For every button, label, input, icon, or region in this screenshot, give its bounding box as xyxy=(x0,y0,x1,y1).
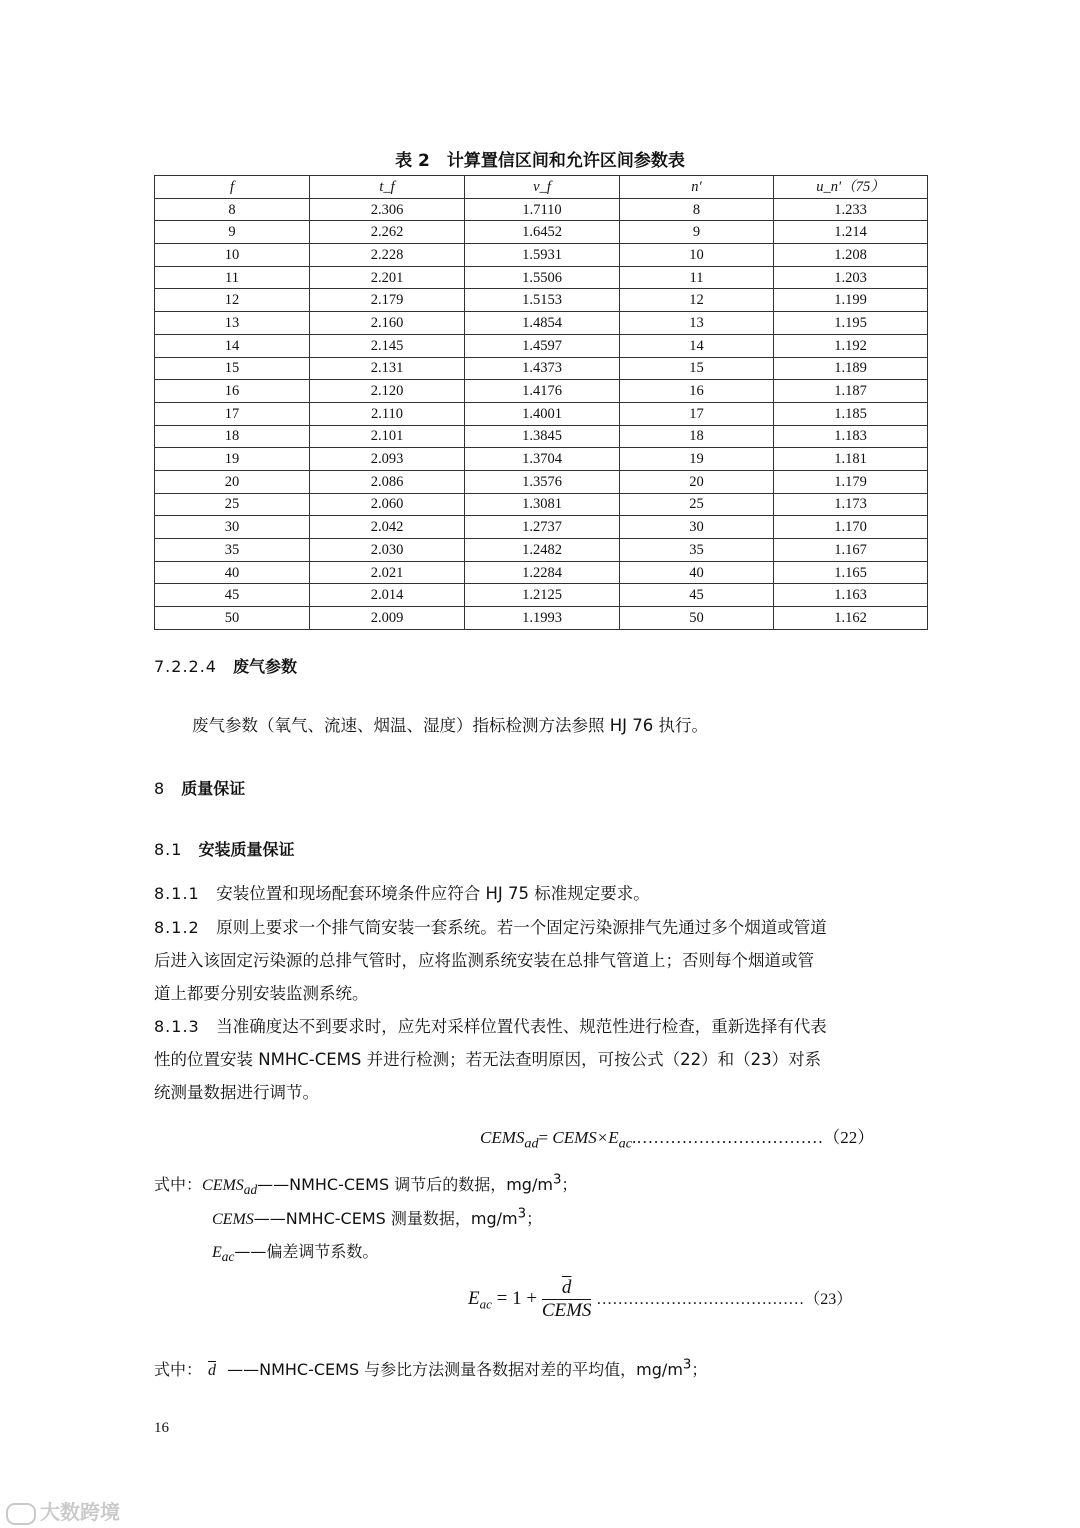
table-cell: 12 xyxy=(155,289,310,312)
table-row xyxy=(155,425,928,448)
table-cell: 45 xyxy=(620,584,774,607)
section-7-2-2-4-heading xyxy=(154,654,297,677)
header-u-n: u_n′（75） xyxy=(774,176,928,199)
table-cell: 50 xyxy=(620,607,774,630)
table-header-row xyxy=(155,176,928,199)
table-cell: 1.3081 xyxy=(465,493,620,516)
paragraph-text: 安装位置和现场配套环境条件应符合 HJ 75 标准规定要求。 xyxy=(216,884,650,903)
table-body xyxy=(155,198,928,629)
table-cell: 2.145 xyxy=(310,334,465,357)
table-cell: 1.7110 xyxy=(465,198,620,221)
table-cell: 8 xyxy=(155,198,310,221)
table-cell: 2.131 xyxy=(310,357,465,380)
section-8-1-1 xyxy=(154,877,918,910)
table-cell: 1.189 xyxy=(774,357,928,380)
table-cell: 50 xyxy=(155,607,310,630)
table-cell: 2.120 xyxy=(310,380,465,403)
section-number: 8 xyxy=(154,779,166,798)
table-row xyxy=(155,516,928,539)
table-cell: 15 xyxy=(155,357,310,380)
table-cell: 2.110 xyxy=(310,402,465,425)
table-row xyxy=(155,607,928,630)
table-cell: 1.3576 xyxy=(465,470,620,493)
table-cell: 1.214 xyxy=(774,221,928,244)
section-number: 7.2.2.4 xyxy=(154,657,217,676)
table-cell: 1.163 xyxy=(774,584,928,607)
table-cell: 1.165 xyxy=(774,561,928,584)
table-cell: 17 xyxy=(620,402,774,425)
table-cell: 1.2737 xyxy=(465,516,620,539)
paragraph-line: 性的位置安装 NMHC-CEMS 并进行检测；若无法查明原因，可按公式（22）和（23）对系 xyxy=(154,1050,822,1069)
table-cell: 1.4176 xyxy=(465,380,620,403)
table-row xyxy=(155,289,928,312)
table-cell: 2.009 xyxy=(310,607,465,630)
table-cell: 12 xyxy=(620,289,774,312)
table-cell: 2.014 xyxy=(310,584,465,607)
fraction-denominator: CEMS xyxy=(541,1300,592,1321)
table-cell: 18 xyxy=(155,425,310,448)
table-cell: 2.262 xyxy=(310,221,465,244)
table-cell: 25 xyxy=(620,493,774,516)
header-n-prime: n′ xyxy=(620,176,774,199)
table-cell: 1.4854 xyxy=(465,312,620,335)
table-cell: 30 xyxy=(155,516,310,539)
table-cell: 2.228 xyxy=(310,244,465,267)
table-cell: 1.4597 xyxy=(465,334,620,357)
table-cell: 16 xyxy=(155,380,310,403)
fraction-numerator: $\overline{d}$ xyxy=(542,1277,592,1300)
table-row xyxy=(155,244,928,267)
table-row xyxy=(155,402,928,425)
table-cell: 1.4373 xyxy=(465,357,620,380)
table-cell: 19 xyxy=(155,448,310,471)
table-cell: 20 xyxy=(155,470,310,493)
table-cell: 11 xyxy=(620,266,774,289)
parameter-table xyxy=(154,175,928,630)
table-cell: 2.179 xyxy=(310,289,465,312)
table-cell: 2.086 xyxy=(310,470,465,493)
table-cell: 1.5506 xyxy=(465,266,620,289)
table-row xyxy=(155,584,928,607)
table-row xyxy=(155,380,928,403)
table-cell: 17 xyxy=(155,402,310,425)
table-cell: 10 xyxy=(620,244,774,267)
watermark: 大数跨境 xyxy=(6,1496,120,1525)
table-cell: 1.2482 xyxy=(465,539,620,562)
paragraph-line: 道上都要分别安装监测系统。 xyxy=(154,984,369,1003)
section-number: 8.1.1 xyxy=(154,884,200,903)
section-8-heading xyxy=(154,776,245,799)
table-caption: 表 2 计算置信区间和允许区间参数表 xyxy=(395,151,685,171)
equation-22: $CEMS_{ad}=$ $CEMS\times E_{ac}.\dots\dots\dots\dots\dots\dots\dots\dots\dots\dots\dots(22)$ xyxy=(480,1128,875,1152)
table-cell: 1.183 xyxy=(774,425,928,448)
table-cell: 1.179 xyxy=(774,470,928,493)
paragraph-line: 统测量数据进行调节。 xyxy=(154,1083,319,1102)
table-cell: 1.3845 xyxy=(465,425,620,448)
paragraph-line: 8.1.3 当准确度达不到要求时，应先对采样位置代表性、规范性进行检查，重新选择有代表 xyxy=(154,1017,827,1036)
table-cell: 2.093 xyxy=(310,448,465,471)
table-row xyxy=(155,221,928,244)
table-cell: 1.6452 xyxy=(465,221,620,244)
section-number: 8.1.2 xyxy=(154,918,200,937)
fraction xyxy=(542,1277,592,1322)
section-title: 废气参数 xyxy=(233,657,298,676)
page-number: 16 xyxy=(154,1420,169,1436)
table-row xyxy=(155,357,928,380)
table-cell: 40 xyxy=(155,561,310,584)
table-cell: 2.060 xyxy=(310,493,465,516)
table-cell: 1.199 xyxy=(774,289,928,312)
variable-definition-2: CEMS——NMHC-CEMS 测量数据，$mg/m^3$； xyxy=(212,1206,543,1228)
table-cell: 2.030 xyxy=(310,539,465,562)
header-t-f: t_f xyxy=(310,176,465,199)
table-cell: 1.181 xyxy=(774,448,928,471)
table-cell: 1.167 xyxy=(774,539,928,562)
table-cell: 10 xyxy=(155,244,310,267)
table-cell: 1.162 xyxy=(774,607,928,630)
table-cell: 11 xyxy=(155,266,310,289)
section-number: 8.1.3 xyxy=(154,1017,200,1036)
table-cell: 1.173 xyxy=(774,493,928,516)
table-cell: 2.101 xyxy=(310,425,465,448)
table-cell: 45 xyxy=(155,584,310,607)
table-cell: 1.3704 xyxy=(465,448,620,471)
table-cell: 35 xyxy=(155,539,310,562)
table-cell: 1.170 xyxy=(774,516,928,539)
table-cell: 2.306 xyxy=(310,198,465,221)
table-row xyxy=(155,266,928,289)
equation-label: （23） xyxy=(804,1290,853,1308)
table-cell: 1.187 xyxy=(774,380,928,403)
table-row xyxy=(155,334,928,357)
section-title: 安装质量保证 xyxy=(198,840,295,859)
table-cell: 30 xyxy=(620,516,774,539)
table-cell: 9 xyxy=(155,221,310,244)
table-cell: 1.5153 xyxy=(465,289,620,312)
watermark-logo-icon xyxy=(6,1503,36,1525)
table-cell: 14 xyxy=(155,334,310,357)
table-cell: 13 xyxy=(620,312,774,335)
section-number: 8.1 xyxy=(154,840,183,859)
table-cell: 20 xyxy=(620,470,774,493)
table-row xyxy=(155,312,928,335)
equation-label: （22） xyxy=(823,1128,875,1147)
variable-definition-dbar: 式中： $\overline{d}$ ——NMHC-CEMS 与参比方法测量各数据对差的平均值，$mg/m^3$； xyxy=(154,1357,708,1379)
table-row xyxy=(155,561,928,584)
table-cell: 9 xyxy=(620,221,774,244)
table-row xyxy=(155,448,928,471)
table-cell: 2.042 xyxy=(310,516,465,539)
section-8-1-3 xyxy=(154,1010,918,1109)
table-cell: 1.233 xyxy=(774,198,928,221)
table-cell: 15 xyxy=(620,357,774,380)
table-cell: 1.4001 xyxy=(465,402,620,425)
table-cell: 18 xyxy=(620,425,774,448)
table-cell: 1.1993 xyxy=(465,607,620,630)
section-7-2-2-4-text: 废气参数（氧气、流速、烟温、湿度）指标检测方法参照 HJ 76 执行。 xyxy=(192,716,709,735)
table-cell: 1.195 xyxy=(774,312,928,335)
table-cell: 1.5931 xyxy=(465,244,620,267)
table-cell: 1.203 xyxy=(774,266,928,289)
paragraph-line: 8.1.2 原则上要求一个排气筒安装一套系统。若一个固定污染源排气先通过多个烟道或管道 xyxy=(154,918,827,937)
header-v-f: v_f xyxy=(465,176,620,199)
table-row xyxy=(155,539,928,562)
table-row xyxy=(155,198,928,221)
table-cell: 14 xyxy=(620,334,774,357)
variable-definition-3: $E_{ac}——$偏差调节系数。 xyxy=(212,1242,379,1265)
table-cell: 19 xyxy=(620,448,774,471)
section-title: 质量保证 xyxy=(181,779,246,798)
table-cell: 16 xyxy=(620,380,774,403)
table-row xyxy=(155,470,928,493)
table-cell: 25 xyxy=(155,493,310,516)
table-cell: 2.021 xyxy=(310,561,465,584)
table-cell: 40 xyxy=(620,561,774,584)
table-cell: 13 xyxy=(155,312,310,335)
table-cell: 1.192 xyxy=(774,334,928,357)
table-cell: 1.2125 xyxy=(465,584,620,607)
section-8-1-2 xyxy=(154,911,918,1010)
table-cell: 1.2284 xyxy=(465,561,620,584)
table-row xyxy=(155,493,928,516)
table-cell: 1.185 xyxy=(774,402,928,425)
equation-23: $E_{ac} = 1$ + $\frac{\overline{d}}{\text{CEMS}}$ …………………………………（23） xyxy=(468,1277,853,1321)
table-cell: 8 xyxy=(620,198,774,221)
header-f: f xyxy=(155,176,310,199)
table-cell: 2.201 xyxy=(310,266,465,289)
section-8-1-heading xyxy=(154,837,294,860)
table-cell: 35 xyxy=(620,539,774,562)
variable-definition-1: 式中：$CEMS_{ad}——NMHC$-CEMS 调节后的数据，$mg/m^3$； xyxy=(154,1172,578,1198)
table-cell: 2.160 xyxy=(310,312,465,335)
paragraph-line: 后进入该固定污染源的总排气管时，应将监测系统安装在总排气管道上；否则每个烟道或管 xyxy=(154,951,814,970)
table-cell: 1.208 xyxy=(774,244,928,267)
